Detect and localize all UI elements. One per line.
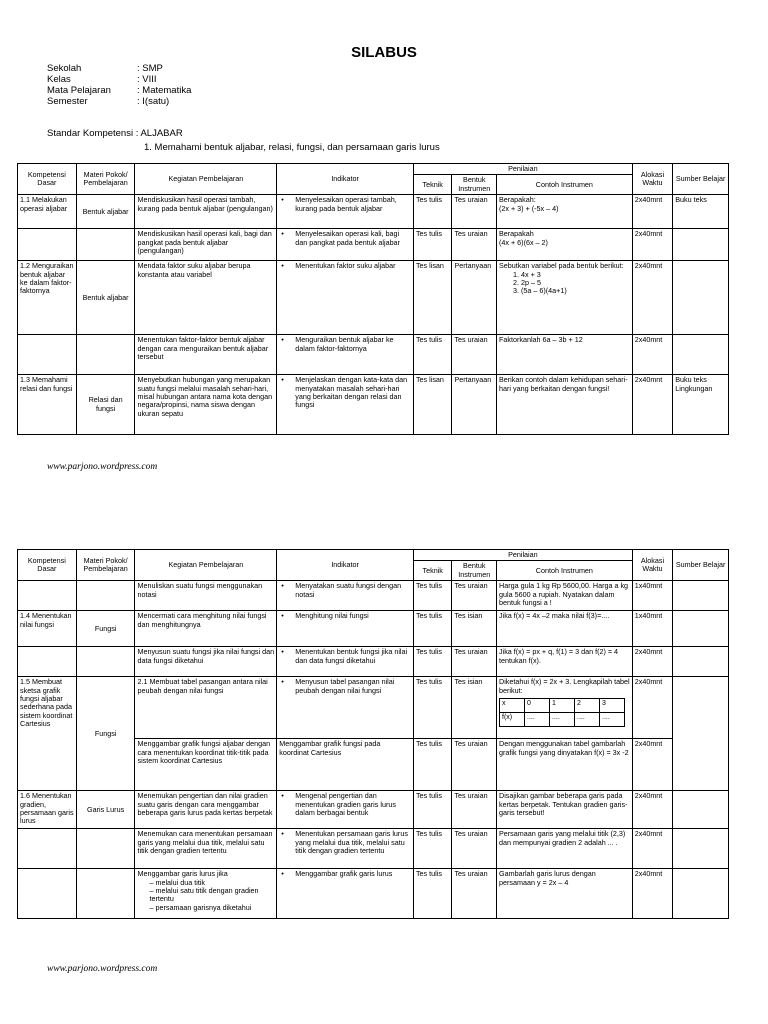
cell-alokasi: 2x40mnt [632,829,673,869]
syllabus-table-2 [17,549,729,919]
cell-teknik: Tes tulis [413,739,451,791]
cell-indikator: • Menentukan persamaan garis lurus yang melalui dua titik, melalui satu titik dengan gradien tertentu [277,829,414,869]
standar-kompetensi [47,127,440,155]
list-item: – melalui satu titik dengan gradien tertentu [149,887,274,904]
document-title: SILABUS [351,44,417,61]
cell-kegiatan: Mendiskusikan hasil operasi kali, bagi dan pangkat pada bentuk aljabar (pengulangan) [135,229,277,261]
cell-teknik: Tes tulis [413,581,451,611]
cell-bentuk: Tes uraian [452,335,497,375]
header-teknik: Teknik [413,561,451,581]
cell-bentuk: Tes uraian [452,581,497,611]
cell-sumber [673,611,729,647]
header-kompetensi: Kompetensi Dasar [18,550,77,581]
bullet-icon: • [281,611,284,621]
cell-contoh: Persamaan garis yang melalui titik (2,3) dan mempunyai gradien 2 adalah ... . [497,829,633,869]
cell-kompetensi [18,647,77,677]
table-row [18,229,729,261]
header-alokasi: Alokasi Waktu [632,164,673,195]
header-materi: Materi Pokok/ Pembelajaran [76,164,135,195]
cell-contoh: Diketahui f(x) = 2x + 3. Lengkapilah tabel berikut: x 0 1 2 3 f(x) .... .... .... .... [497,677,633,739]
cell-kegiatan: Menggambar garis lurus jika – melalui dua titik – melalui satu titik dengan gradien tertentu – persamaan garisnya diketahui [135,869,277,919]
cell-bentuk: Tes isian [452,611,497,647]
cell-contoh: Berapakah (4x + 6)(6x – 2) [497,229,633,261]
cell-materi: Bentuk aljabar [76,195,135,229]
table-row [18,261,729,335]
header-penilaian: Penilaian [413,164,632,175]
cell-teknik: Tes lisan [413,375,451,435]
header-contoh: Contoh Instrumen [497,561,633,581]
cell-contoh: Berapakah: (2x + 3) + (-5x – 4) [497,195,633,229]
cell-sumber [673,581,729,611]
cell-kegiatan: Menentukan faktor-faktor bentuk aljabar dengan cara menguraikan bentuk aljabar tersebut [135,335,277,375]
bullet-icon: • [281,829,284,839]
cell-indikator: • Menggambar grafik garis lurus [277,869,414,919]
table-cell: .... [575,713,600,727]
cell-bentuk: Tes uraian [452,195,497,229]
bullet-icon: • [281,195,284,205]
cell-alokasi: 1x40mnt [632,611,673,647]
cell-bentuk: Tes isian [452,677,497,739]
cell-kompetensi: 1.5 Membuat sketsa grafik fungsi aljabar sederhana pada sistem koordinat Cartesius [18,677,77,791]
cell-materi [76,229,135,261]
cell-contoh: Faktorkanlah 6a – 3b + 12 [497,335,633,375]
cell-indikator: • Menentukan faktor suku aljabar [277,261,414,335]
cell-materi: Garis Lurus [76,791,135,829]
bullet-icon: • [281,261,284,271]
cell-sumber [673,261,729,335]
cell-teknik: Tes tulis [413,869,451,919]
table-cell: .... [600,713,625,727]
table-row [18,791,729,829]
table-row [18,375,729,435]
cell-contoh: Berikan contoh dalam kehidupan sehari-hari yang berkaitan dengan fungsi! [497,375,633,435]
table-cell: x [500,699,525,713]
bullet-icon: • [281,677,284,687]
table-cell: 3 [600,699,625,713]
table-row [18,195,729,229]
cell-indikator: Menggambar grafik fungsi pada koordinat Cartesius [277,739,414,791]
list-item: – persamaan garisnya diketahui [149,904,274,912]
header-indikator: Indikator [277,164,414,195]
standar-item: 1. Memahami bentuk aljabar, relasi, fungsi, dan persamaan garis lurus [144,142,440,153]
cell-materi: Relasi dan fungsi [76,375,135,435]
cell-bentuk: Pertanyaan [452,375,497,435]
cell-bentuk: Tes uraian [452,869,497,919]
cell-contoh: Gambarlah garis lurus dengan persamaan y = 2x – 4 [497,869,633,919]
cell-sumber: Buku teks Lingkungan [673,375,729,435]
cell-alokasi: 2x40mnt [632,677,673,739]
cell-alokasi: 2x40mnt [632,335,673,375]
cell-sumber [673,229,729,261]
cell-teknik: Tes tulis [413,229,451,261]
cell-kegiatan: Menggambar grafik fungsi aljabar dengan cara menentukan koordinat titik-titik pada sistem koordinat Cartesius [135,739,277,791]
bullet-icon: • [281,229,284,239]
cell-alokasi: 2x40mnt [632,869,673,919]
cell-bentuk: Tes uraian [452,791,497,829]
cell-materi [76,581,135,611]
cell-kompetensi [18,829,77,869]
info-row: Sekolah : SMP [47,63,163,74]
header-penilaian: Penilaian [413,550,632,561]
bullet-icon: • [281,335,284,345]
table-row [18,829,729,869]
cell-kegiatan: Menyusun suatu fungsi jika nilai fungsi dan data fungsi diketahui [135,647,277,677]
header-indikator: Indikator [277,550,414,581]
table-cell: .... [525,713,550,727]
cell-teknik: Tes tulis [413,829,451,869]
table-row [18,647,729,677]
standar-label: Standar Kompetensi : ALJABAR [47,128,183,139]
cell-kompetensi: 1.2 Menguraikan bentuk aljabar ke dalam faktor-faktornya [18,261,77,335]
cell-kompetensi [18,229,77,261]
cell-kompetensi [18,581,77,611]
cell-kompetensi: 1.4 Menentukan nilai fungsi [18,611,77,647]
cell-bentuk: Tes uraian [452,829,497,869]
bullet-icon: • [281,581,284,591]
cell-indikator: • Menentukan bentuk fungsi jika nilai dan data fungsi diketahui [277,647,414,677]
table-row [18,677,729,739]
table-cell: 1 [550,699,575,713]
cell-contoh: Dengan menggunakan tabel gambarlah grafik fungsi yang dinyatakan f(x) = 3x -2 [497,739,633,791]
cell-alokasi: 2x40mnt [632,791,673,829]
cell-teknik: Tes tulis [413,195,451,229]
cell-teknik: Tes tulis [413,335,451,375]
cell-kegiatan: Menyebutkan hubungan yang merupakan suatu fungsi melalui masalah sehari-hari, misal hubungan antara nama kota dengan negara/propinsi, nama siswa dengan ukuran sepatu [135,375,277,435]
table-row [18,869,729,919]
header-sumber: Sumber Belajar [673,550,729,581]
cell-materi [76,869,135,919]
value-table [499,698,625,727]
cell-materi [76,335,135,375]
cell-indikator: • Menyusun tabel pasangan nilai peubah dengan nilai fungsi [277,677,414,739]
cell-teknik: Tes tulis [413,647,451,677]
cell-indikator: • Menyatakan suatu fungsi dengan notasi [277,581,414,611]
cell-materi: Fungsi [76,677,135,791]
cell-kegiatan: Menemukan pengertian dan nilai gradien suatu garis dengan cara menggambar beberapa garis lurus pada kertas berpetak [135,791,277,829]
cell-kegiatan: Mencermati cara menghitung nilai fungsi dan menghitungnya [135,611,277,647]
table-row [18,611,729,647]
cell-kegiatan: 2.1 Membuat tabel pasangan antara nilai peubah dengan nilai fungsi [135,677,277,739]
cell-alokasi: 2x40mnt [632,195,673,229]
cell-materi [76,829,135,869]
cell-sumber [673,677,729,791]
cell-materi: Fungsi [76,611,135,647]
cell-contoh: Disajikan gambar beberapa garis pada kertas berpetak. Tentukan gradien garis-garis tersebut! [497,791,633,829]
header-kompetensi: Kompetensi Dasar [18,164,77,195]
cell-contoh: Harga gula 1 kg Rp 5600,00. Harga a kg gula 5600 a rupiah. Nyatakan dalam bentuk fungsi a ! [497,581,633,611]
cell-alokasi: 2x40mnt [632,229,673,261]
info-row: Mata Pelajaran : Matematika [47,85,192,96]
header-bentuk: Bentuk Instrumen [452,561,497,581]
cell-kompetensi: 1.1 Melakukan operasi aljabar [18,195,77,229]
table-cell: .... [550,713,575,727]
cell-sumber [673,829,729,869]
cell-sumber: Buku teks [673,195,729,229]
cell-materi: Bentuk aljabar [76,261,135,335]
table-row [18,581,729,611]
cell-alokasi: 2x40mnt [632,375,673,435]
cell-contoh: Jika f(x) = 4x –2 maka nilai f(3)=.... [497,611,633,647]
list-item: – melalui dua titik [149,879,274,887]
table-row [18,335,729,375]
cell-indikator: • Mengenal pengertian dan menentukan gradien garis lurus dalam berbagai bentuk [277,791,414,829]
cell-sumber [673,647,729,677]
bullet-icon: • [281,375,284,385]
cell-bentuk: Pertanyaan [452,261,497,335]
cell-kompetensi: 1.3 Memahami relasi dan fungsi [18,375,77,435]
cell-contoh: Sebutkan variabel pada bentuk berikut: 1. 4x + 3 2. 2p – 5 3. (5a – 6)(4a+1) [497,261,633,335]
table-cell: f(x) [500,713,525,727]
cell-alokasi: 2x40mnt [632,647,673,677]
cell-teknik: Tes tulis [413,791,451,829]
cell-indikator: • Menghitung nilai fungsi [277,611,414,647]
cell-indikator: • Menyelesaikan operasi tambah, kurang pada bentuk aljabar [277,195,414,229]
syllabus-table-1 [17,163,729,435]
cell-kompetensi [18,335,77,375]
cell-alokasi: 2x40mnt [632,261,673,335]
school-info [47,63,191,107]
cell-materi [76,647,135,677]
header-sumber: Sumber Belajar [673,164,729,195]
footer-url: www.parjono.wordpress.com [47,964,158,974]
cell-kegiatan: Mendiskusikan hasil operasi tambah, kurang pada bentuk aljabar (pengulangan) [135,195,277,229]
header-contoh: Contoh Instrumen [497,175,633,195]
list-item: 2. 2p – 5 [521,279,630,287]
bullet-icon: • [281,869,284,879]
header-kegiatan: Kegiatan Pembelajaran [135,164,277,195]
list-item: 3. (5a – 6)(4a+1) [521,287,630,295]
cell-sumber [673,791,729,829]
cell-indikator: • Menjelaskan dengan kata-kata dan menyatakan masalah sehari-hari yang berkaitan dengan relasi dan fungsi [277,375,414,435]
info-row: Semester : I(satu) [47,96,170,107]
cell-kegiatan: Menuliskan suatu fungsi menggunakan notasi [135,581,277,611]
list-item: 1. 4x + 3 [521,271,630,279]
header-teknik: Teknik [413,175,451,195]
cell-bentuk: Tes uraian [452,647,497,677]
cell-kompetensi [18,869,77,919]
cell-contoh: Jika f(x) = px + q, f(1) = 3 dan f(2) = 4 tentukan f(x). [497,647,633,677]
footer-url: www.parjono.wordpress.com [47,462,158,472]
cell-bentuk: Tes uraian [452,229,497,261]
cell-kegiatan: Menemukan cara menentukan persamaan garis yang melalui dua titik, melalui satu titik dengan gradien tertentu [135,829,277,869]
cell-indikator: • Menyelesaikan operasi kali, bagi dan pangkat pada bentuk aljabar [277,229,414,261]
cell-alokasi: 2x40mnt [632,739,673,791]
cell-teknik: Tes tulis [413,611,451,647]
cell-alokasi: 1x40mnt [632,581,673,611]
cell-sumber [673,869,729,919]
bullet-icon: • [281,647,284,657]
info-row: Kelas : VIII [47,74,157,85]
bullet-icon: • [281,791,284,801]
cell-sumber [673,335,729,375]
table-cell: 2 [575,699,600,713]
header-kegiatan: Kegiatan Pembelajaran [135,550,277,581]
table-cell: 0 [525,699,550,713]
header-alokasi: Alokasi Waktu [632,550,673,581]
header-materi: Materi Pokok/ Pembelajaran [76,550,135,581]
cell-kompetensi: 1.6 Menentukan gradien, persamaan garis lurus [18,791,77,829]
cell-teknik: Tes tulis [413,677,451,739]
cell-kegiatan: Mendata faktor suku aljabar berupa konstanta atau variabel [135,261,277,335]
cell-indikator: • Menguraikan bentuk aljabar ke dalam faktor-faktornya [277,335,414,375]
cell-teknik: Tes lisan [413,261,451,335]
cell-bentuk: Tes uraian [452,739,497,791]
header-bentuk: Bentuk Instrumen [452,175,497,195]
